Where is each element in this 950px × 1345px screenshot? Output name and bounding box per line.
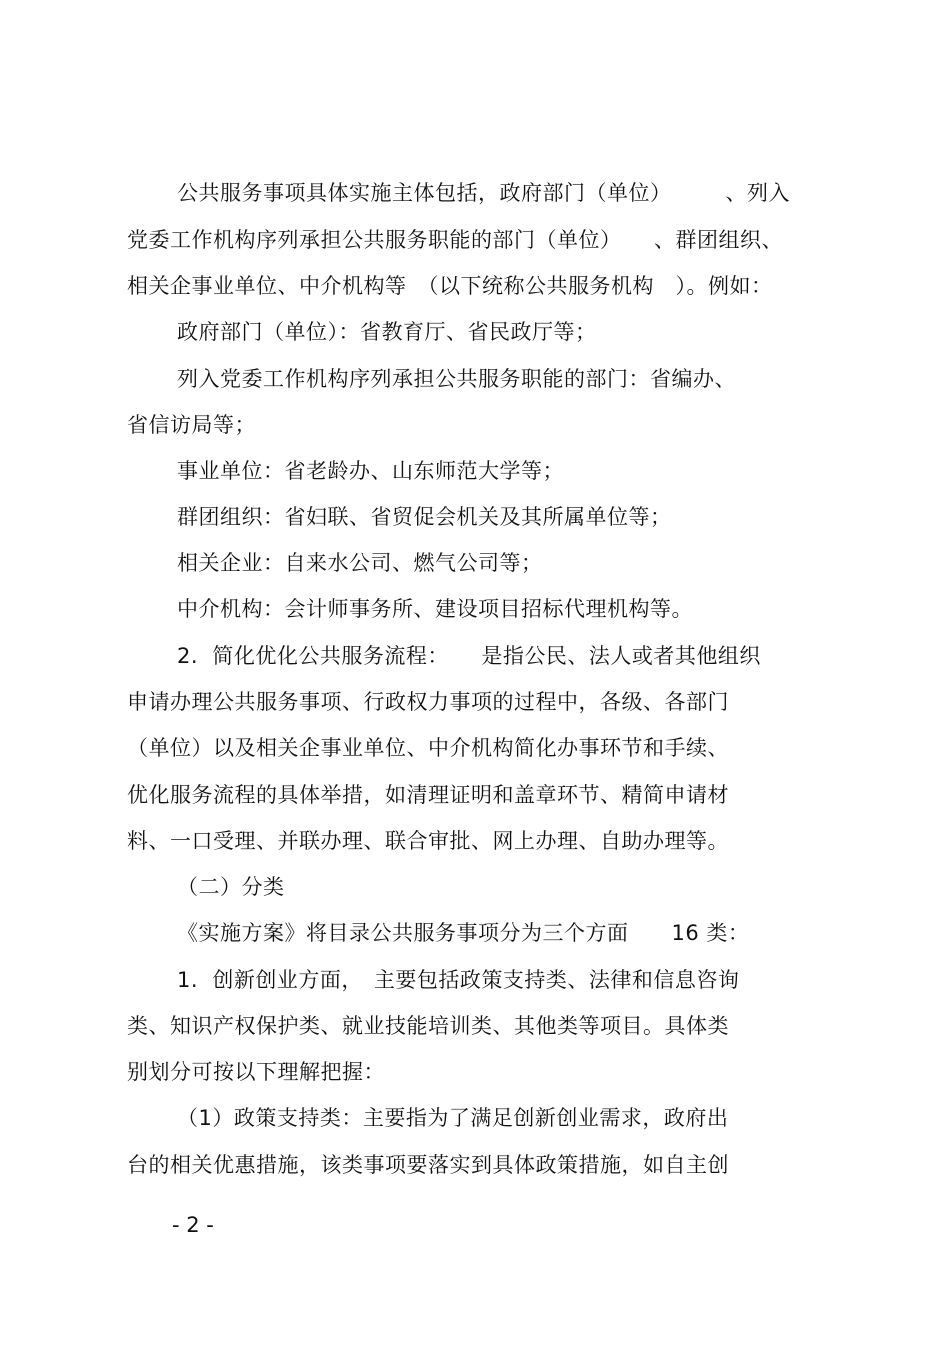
paragraph-line: 相关企业：自来水公司、燃气公司等； <box>177 551 543 575</box>
paragraph-line: 群团组织：省妇联、省贸促会机关及其所属单位等； <box>177 505 672 529</box>
paragraph-line: 台的相关优惠措施，该类事项要落实到具体政策措施，如自主创 <box>127 1153 729 1177</box>
paragraph-line: （1）政策支持类：主要指为了满足创新创业需求，政府出 <box>177 1106 729 1130</box>
paragraph-line: 别划分可按以下理解把握： <box>127 1060 385 1084</box>
paragraph-line: 省信访局等； <box>127 413 256 437</box>
section-heading: （二）分类 <box>177 875 285 899</box>
paragraph-line: 类、知识产权保护类、就业技能培训类、其他类等项目。具体类 <box>127 1014 729 1038</box>
paragraph-line: 事业单位：省老龄办、山东师范大学等； <box>177 459 564 483</box>
paragraph-line: 中介机构：会计师事务所、建设项目招标代理机构等。 <box>177 597 693 621</box>
paragraph-line: 优化服务流程的具体举措，如清理证明和盖章环节、精简申请材 <box>127 783 729 807</box>
paragraph-line: 《实施方案》将目录公共服务事项分为三个方面 16 类： <box>177 921 750 945</box>
paragraph-line: 申请办理公共服务事项、行政权力事项的过程中，各级、各部门 <box>127 690 729 714</box>
paragraph-line: 列入党委工作机构序列承担公共服务职能的部门：省编办、 <box>177 367 736 391</box>
paragraph-line: 党委工作机构序列承担公共服务职能的部门（单位） 、群团组织、 <box>127 228 783 252</box>
paragraph-line: 1. 创新创业方面， 主要包括政策支持类、法律和信息咨询 <box>177 968 740 992</box>
paragraph-line: 2. 简化优化公共服务流程： 是指公民、法人或者其他组织 <box>177 644 761 668</box>
page-number: - 2 - <box>172 1213 214 1237</box>
paragraph-line: 公共服务事项具体实施主体包括，政府部门（单位） 、列入 <box>177 181 790 205</box>
paragraph-line: 料、一口受理、并联办理、联合审批、网上办理、自助办理等。 <box>127 829 729 853</box>
paragraph-line: 相关企事业单位、中介机构等 （以下统称公共服务机构 ）。例如： <box>127 274 773 298</box>
paragraph-line: 政府部门（单位）：省教育厅、省民政厅等； <box>177 320 597 344</box>
paragraph-line: （单位）以及相关企事业单位、中介机构简化办事环节和手续、 <box>127 736 729 760</box>
